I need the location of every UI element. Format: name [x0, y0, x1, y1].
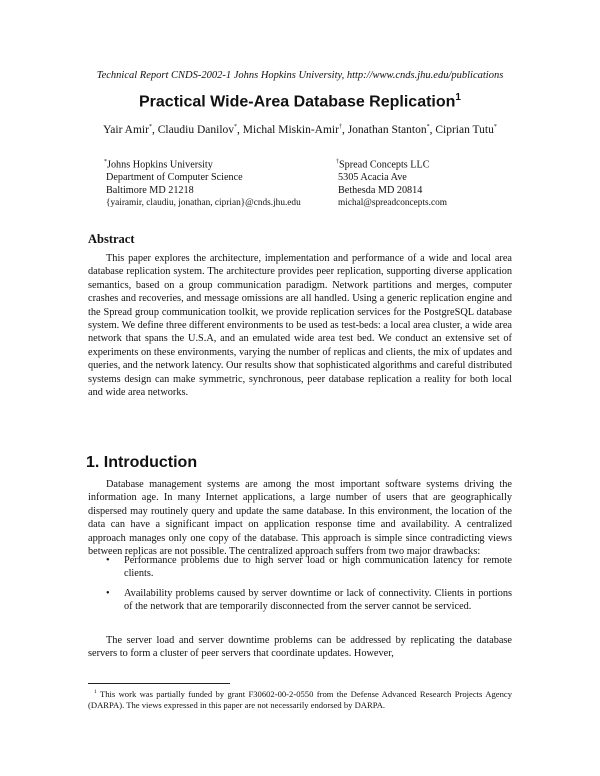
- paper-title: [0, 92, 600, 111]
- affiliation-email: michal@spreadconcepts.com: [338, 198, 447, 209]
- intro-paragraph-2: The server load and server downtime problems can be addressed by replicating the database servers to form a cluster of peer servers that coordinate updates. However,: [88, 635, 512, 660]
- affiliation-street: 5305 Acacia Ave: [338, 172, 407, 184]
- intro-heading: 1. Introduction: [86, 454, 198, 471]
- list-item: [100, 587, 512, 614]
- title-footnote-mark: 1: [455, 92, 461, 103]
- affiliation-spread: [336, 156, 536, 210]
- report-header: [0, 70, 600, 81]
- author-mark: *: [493, 124, 497, 131]
- bullet-icon: •: [106, 587, 110, 599]
- affiliation-city: Bethesda MD 20814: [338, 185, 423, 197]
- paper-title-text: Practical Wide-Area Database Replication: [139, 93, 456, 111]
- author-mark: *: [426, 124, 430, 131]
- abstract-body: This paper explores the architecture, implementation and performance of a wide and local area database replication system. The architecture provides peer replication, supporting diverse application semantics, based on a group communication paradigm. Network partitions and merges, computer crashes and recoveries, and message omissions are all handled. Using a generic replication engine and the Spread group communication toolkit, we provide replication services for the PostgreSQL database system. We define three different environments to be used as test-beds: a local area cluster, a wide area network that spans the U.S.A, and an emulated wide area test bed. We conduct an extensive set of experiments on these environments, varying the number of replicas and clients, the mix of updates and queries, and the network latency. Our results show that sophisticated algorithms and careful distributed systems design can make symmetric, synchronous, peer database replication a reality for both local and wide area networks.: [88, 253, 512, 399]
- affiliation-city: Baltimore MD 21218: [106, 185, 194, 197]
- footnote: [88, 687, 512, 711]
- author-name: Ciprian Tutu: [435, 124, 494, 136]
- author-name: Michal Miskin-Amir: [242, 124, 339, 136]
- report-header-text: Technical Report CNDS-2002-1 Johns Hopkins University, http://www.cnds.jhu.edu/publications: [96, 70, 504, 81]
- bullet-icon: •: [106, 555, 110, 566]
- list-item: [100, 554, 512, 581]
- author-list: Yair Amir*, Claudiu Danilov*, Michal Miskin-Amir†, Jonathan Stanton*, Ciprian Tutu*: [103, 124, 497, 136]
- affiliation-dept: Department of Computer Science: [106, 172, 243, 184]
- affiliation-name: Johns Hopkins University: [107, 159, 213, 171]
- author-mark: *: [148, 124, 152, 131]
- affiliation-name: Spread Concepts LLC: [339, 159, 430, 171]
- list-item-text: Availability problems caused by server downtime or lack of connectivity. Clients in portions of the network that are temporarily disconnected from the server cannot be serviced.: [124, 587, 512, 613]
- affiliation-mark: *: [104, 159, 107, 165]
- affiliation-jhu: [104, 156, 354, 210]
- author-mark: †: [338, 124, 342, 131]
- footnote-text: This work was partially funded by grant F30602-00-2-0550 from the Defense Advanced Research Projects Agency (DARPA). The views expressed in this paper are not necessarily endorsed by DARPA.: [88, 688, 512, 711]
- author-name: Yair Amir: [103, 124, 149, 136]
- drawback-list: [100, 554, 512, 620]
- intro-paragraph: Database management systems are among the most important software systems driving the information age. In many Internet applications, a large number of users that are geographically dispersed may routinely query and update the same database. In this environment, the location of the data can have a significant impact on application response time and availability. A centralized approach manages only one copy of the database. This approach is simple since contradicting views between replicas are not possible. The centralized approach suffers from two major drawbacks:: [88, 479, 512, 558]
- author-name: Jonathan Stanton: [347, 124, 427, 136]
- abstract-heading: Abstract: [88, 232, 135, 246]
- footnote-mark: 1: [94, 689, 97, 695]
- author-name: Claudiu Danilov: [157, 124, 235, 136]
- affiliation-email: {yairamir, claudiu, jonathan, ciprian}@cnds.jhu.edu: [106, 198, 301, 209]
- list-item-text: Performance problems due to high server load or high communication latency for remote clients.: [124, 555, 512, 580]
- author-mark: *: [234, 124, 238, 131]
- affiliation-mark: †: [336, 159, 339, 165]
- footnote-divider: [88, 683, 230, 684]
